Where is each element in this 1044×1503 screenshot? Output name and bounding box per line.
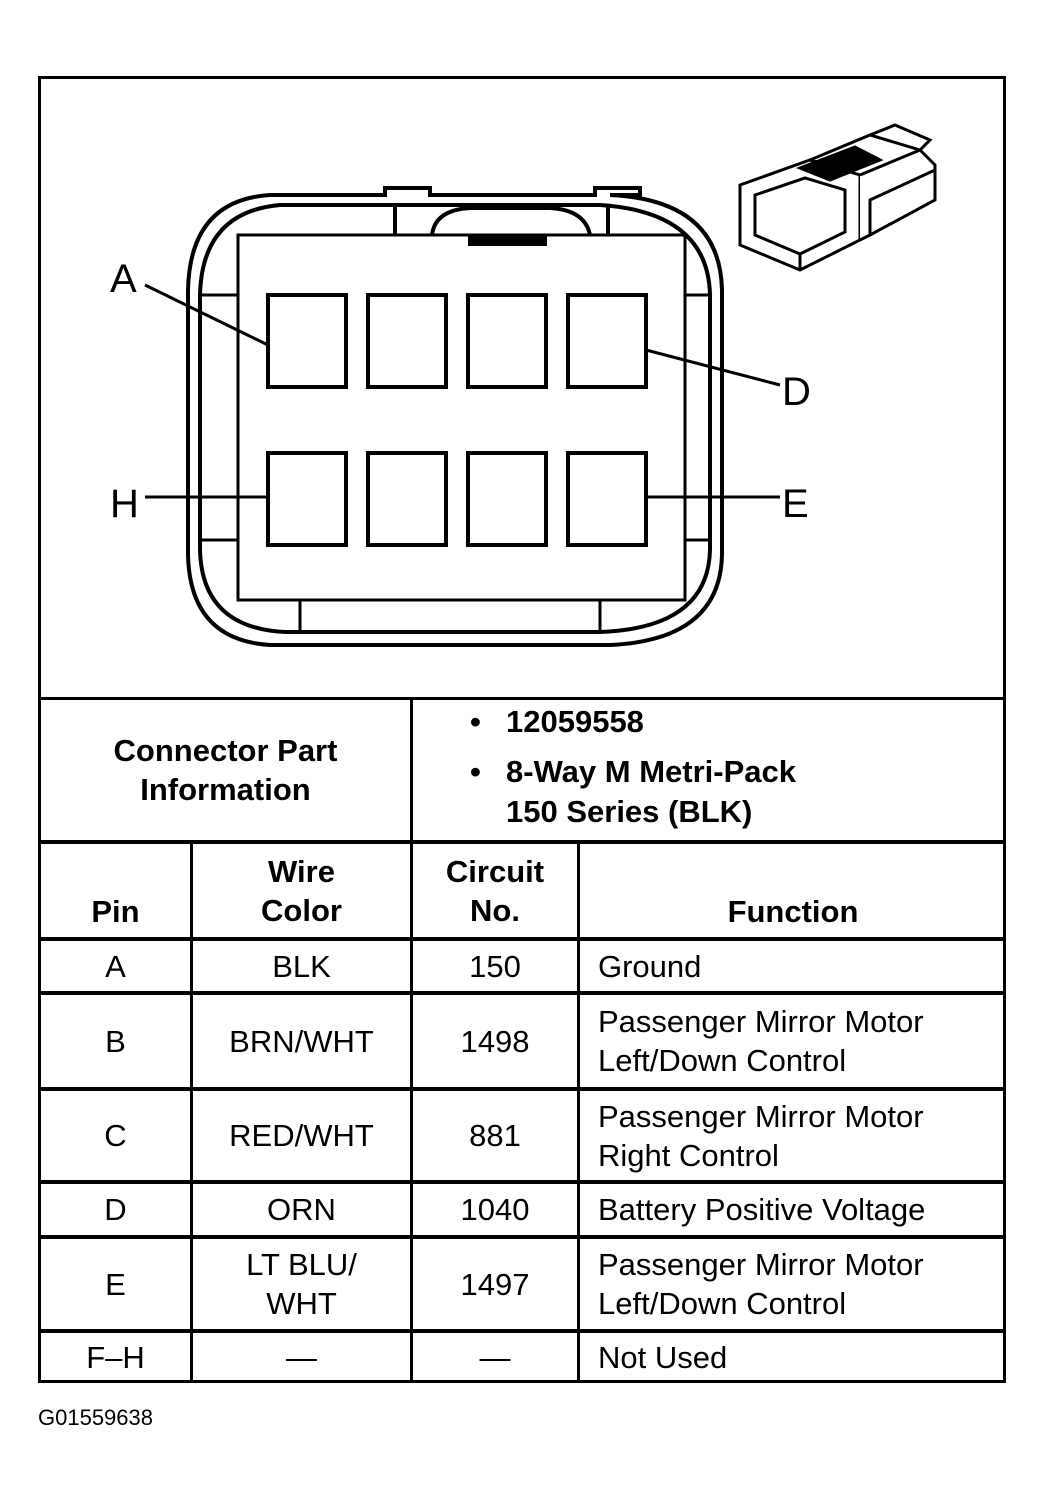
row-fh-wire: — <box>286 1339 317 1375</box>
cavity-e <box>568 453 646 545</box>
bullet-connector-type <box>470 752 1000 832</box>
row-a-function: Ground <box>598 948 702 984</box>
bullet-part-number <box>470 702 1000 742</box>
connector-info-bullets <box>470 702 1000 832</box>
row-fh-pin: F–H <box>86 1339 145 1375</box>
pin-label-h: H <box>110 482 139 526</box>
row-b-wire: BRN/WHT <box>229 1023 374 1059</box>
row-c-wire: RED/WHT <box>229 1118 374 1153</box>
pin-label-d: D <box>782 370 811 414</box>
connector-info-label-line2: Information <box>140 772 311 807</box>
row-a-pin: A <box>105 948 126 984</box>
row-e-pin: E <box>105 1266 126 1302</box>
connector-info-label-line1: Connector Part <box>113 733 338 768</box>
cavity-b <box>368 295 446 387</box>
row-e-circuit: 1497 <box>460 1266 530 1302</box>
row-d-pin: D <box>104 1192 127 1227</box>
connector-inner-shell <box>200 205 710 632</box>
row-d-wire: ORN <box>267 1192 336 1227</box>
cavity-h <box>268 453 346 545</box>
part-number: 12059558 <box>506 704 644 739</box>
connector-type-line1: 8-Way M Metri-Pack <box>506 754 796 789</box>
connector-info-label <box>41 700 410 840</box>
connector-outer-shell <box>188 188 722 645</box>
row-c-circuit: 881 <box>469 1118 521 1153</box>
connector-latch <box>395 205 608 235</box>
bullet-dot: • <box>470 754 481 789</box>
pin-label-e: E <box>782 482 809 526</box>
cavity-g <box>368 453 446 545</box>
connector-face-diagram <box>0 0 1044 700</box>
pin-label-a: A <box>110 257 137 301</box>
row-fh-function: Not Used <box>598 1339 728 1375</box>
leader-d <box>646 350 780 385</box>
row-c-function: Passenger Mirror Motor Right Control <box>598 1098 924 1173</box>
row-fh-circuit: — <box>479 1339 511 1375</box>
row-c-pin: C <box>104 1118 127 1153</box>
row-a-circuit: 150 <box>469 948 521 984</box>
header-wire-color: Wire Color <box>261 853 342 928</box>
row-b-function: Passenger Mirror Motor Left/Down Control <box>598 1004 924 1078</box>
row-b-circuit: 1498 <box>460 1023 530 1059</box>
header-function: Function <box>727 894 859 929</box>
row-d-circuit: 1040 <box>460 1192 530 1227</box>
row-a-wire: BLK <box>272 948 331 984</box>
row-b-pin: B <box>105 1023 126 1059</box>
header-circuit-no: Circuit No. <box>445 853 545 928</box>
cavity-d <box>568 295 646 387</box>
row-e-wire: LT BLU/ WHT <box>246 1247 357 1321</box>
header-pin: Pin <box>91 894 140 929</box>
row-d-function: Battery Positive Voltage <box>598 1192 926 1227</box>
row-e-function: Passenger Mirror Motor Left/Down Control <box>598 1247 924 1321</box>
connector-type-line2: 150 Series (BLK) <box>506 794 753 829</box>
connector-iso-icon <box>740 125 935 270</box>
cavity-a <box>268 295 346 387</box>
cavity-c <box>468 295 546 387</box>
latch-tab <box>470 236 545 244</box>
bullet-dot: • <box>470 704 481 739</box>
cavity-f <box>468 453 546 545</box>
figure-id: G01559638 <box>38 1405 153 1430</box>
